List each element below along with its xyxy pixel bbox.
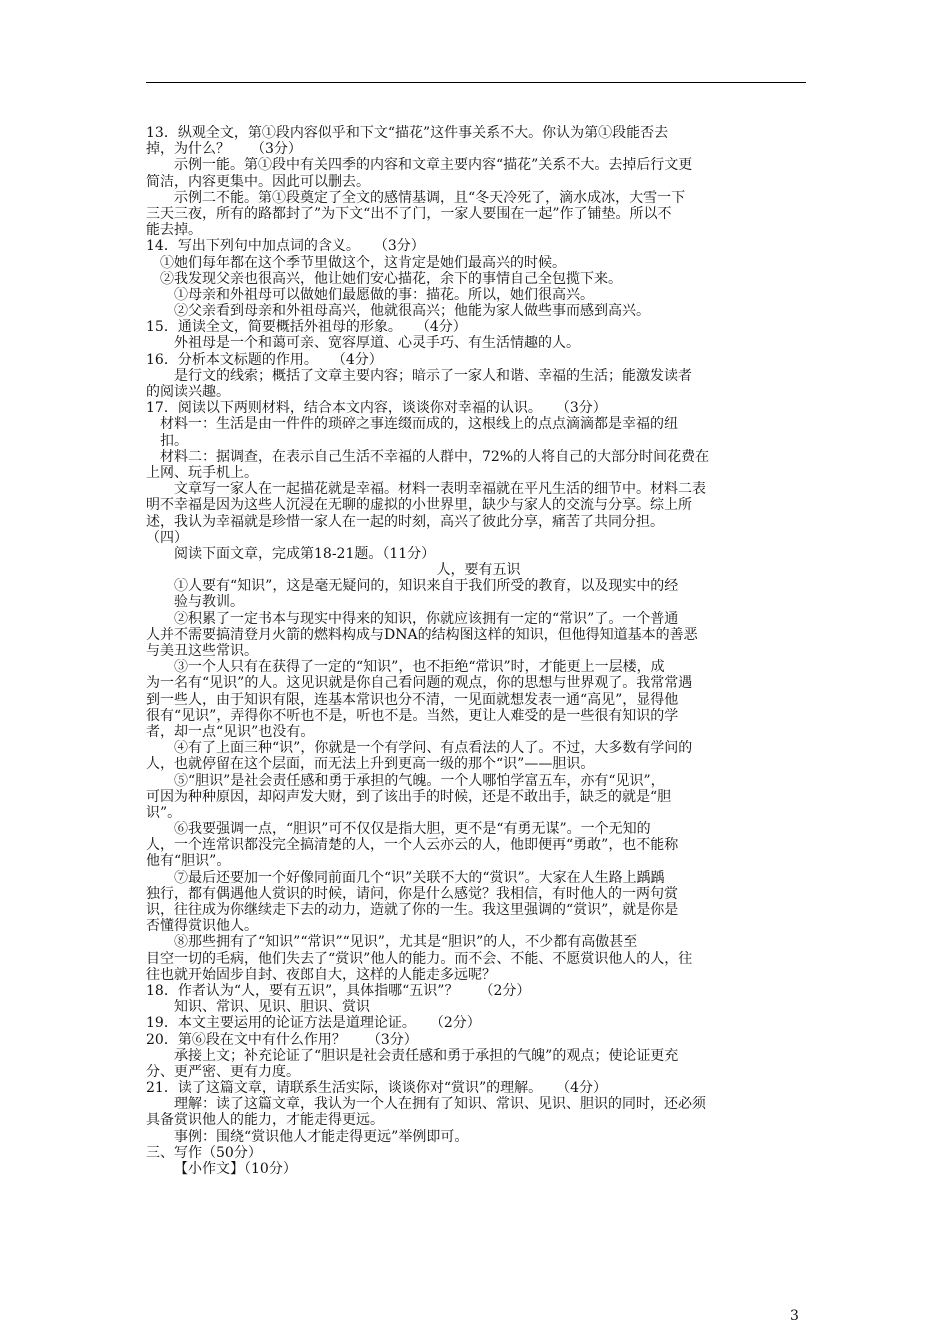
text-line: 材料二：据调查，在表示自己生活不幸福的人群中，72%的人将自己的大部分时间花费在 (160, 448, 710, 465)
text-line: 18．作者认为“人，要有五识”，具体指哪“五识”？ （2分） (146, 982, 531, 999)
text-line: 到一些人，由于知识有限，连基本常识也分不清，一见面就想发表一通“高见”，显得他 (146, 691, 679, 708)
text-line: 人并不需要搞清登月火箭的燃料构成与DNA的结构图这样的知识，但他得知道基本的善恶 (146, 626, 698, 643)
text-line: 三、写作（50分） (146, 1144, 262, 1161)
text-line: 目空一切的毛病，他们失去了“赏识”他人的能力。而不会、不能、不愿赏识他人的人，往 (146, 950, 693, 967)
text-line: 【小作文】（10分） (174, 1161, 297, 1177)
text-line: 上网、玩手机上。 (146, 464, 258, 481)
header-rule (146, 82, 806, 83)
text-line: 验与教训。 (174, 594, 244, 611)
text-line: 人，也就停留在这个层面，而无法上升到更高一级的那个“识”——胆识。 (146, 756, 595, 773)
text-line: 人，要有五识 (436, 562, 521, 579)
text-line: 承接上文；补充论证了“胆识是社会责任感和勇于承担的气魄”的观点；使论证更充 (174, 1047, 679, 1064)
text-line: ⑧那些拥有了“知识”“常识”“见识”，尤其是“胆识”的人，不少都有高傲甚至 (174, 934, 638, 951)
text-line: 事例：围绕“赏识他人才能走得更远”举例即可。 (174, 1128, 469, 1145)
text-line: 21．读了这篇文章，请联系生活实际，谈谈你对“赏识”的理解。 （4分） (146, 1080, 608, 1097)
text-line: 是行文的线索；概括了文章主要内容；暗示了一家人和谐、幸福的生活；能激发读者 (174, 367, 692, 384)
text-line: ⑦最后还要加一个好像同前面几个“识”关联不大的“赏识”。大家在人生路上踽踽 (174, 869, 665, 886)
text-line: 很有“见识”，弄得你不听也不是，听也不是。当然，更让人难受的是一些很有知识的学 (146, 707, 679, 724)
text-line: 15．通读全文，简要概括外祖母的形象。 （4分） (146, 319, 467, 336)
page-number: 3 (790, 1308, 799, 1324)
text-line: 人，一个连常识都没完全搞清楚的人，一个人云亦云的人，他即便再“勇敢”，也不能称 (146, 837, 679, 854)
text-line: ①母亲和外祖母可以做她们最愿做的事：描花。所以，她们很高兴。 (174, 286, 594, 303)
text-line: 掉，为什么？ （3分） (146, 141, 302, 158)
text-line: ④有了上面三种“识”，你就是一个有学问、有点看法的人了。不过，大多数有学问的 (174, 740, 693, 757)
text-line: 他有“胆识”。 (146, 853, 231, 870)
text-line: 13．纵观全文，第①段内容似乎和下文“描花”这件事关系不大。你认为第①段能否去 (146, 125, 669, 141)
text-line: 简洁，内容更集中。因此可以删去。 (146, 173, 370, 190)
text-line: 理解：读了这篇文章，我认为一个人在拥有了知识、常识、见识、胆识的同时，还必须 (174, 1096, 706, 1113)
text-line: 为一名有“见识”的人。这见识就是你自己看问题的观点，你的思想与世界观了。我常常遇 (146, 675, 693, 692)
text-line: 知识、常识、见识、胆识、赏识 (174, 999, 370, 1016)
text-line: 可因为种种原因，却闷声发大财，到了该出手的时候，还是不敢出手，缺乏的就是“胆 (146, 788, 672, 805)
text-line: 识，往往成为你继续走下去的动力，造就了你的一生。我这里强调的“赏识”，就是你是 (146, 902, 679, 918)
text-line: ⑥我要强调一点，“胆识”可不仅仅是指大胆，更不是“有勇无谋”。一个无知的 (174, 821, 651, 838)
text-line: ②父亲看到母亲和外祖母高兴，他就很高兴；他能为家人做些事而感到高兴。 (174, 303, 650, 320)
text-line: 能去掉。 (146, 222, 202, 239)
text-line: 往也就开始固步自封、夜郎自大，这样的人能走多远呢？ (146, 966, 496, 983)
text-line: 扣。 (160, 432, 188, 449)
text-line: 19．本文主要运用的论证方法是道理论证。 （2分） (146, 1015, 481, 1032)
text-line: 阅读下面文章，完成第18-21题。（11分） (174, 545, 436, 562)
text-line: 的阅读兴趣。 (146, 384, 230, 400)
text-line: 16．分析本文标题的作用。 （4分） (146, 351, 383, 368)
text-line: 者，却一点“见识”也没有。 (146, 723, 315, 740)
text-line: 外祖母是一个和蔼可亲、宽容厚道、心灵手巧、有生活情趣的人。 (174, 335, 580, 352)
text-line: 独行，都有偶遇他人赏识的时候，请问，你是什么感觉？我相信，有时他人的一两句赏 (146, 885, 678, 902)
text-line: 识”。 (146, 804, 182, 821)
text-line: ②我发现父亲也很高兴，他让她们安心描花，余下的事情自己全包揽下来。 (160, 270, 622, 287)
text-line: 材料一：生活是由一件件的琐碎之事连缀而成的，这根线上的点点滴滴都是幸福的纽 (160, 416, 678, 433)
text-line: 具备赏识他人的能力，才能走得更远。 (146, 1112, 384, 1129)
text-line: （四） (146, 529, 188, 546)
text-line: 17．阅读以下两则材料，结合本文内容，谈谈你对幸福的认识。 （3分） (146, 400, 607, 417)
text-line: ②积累了一定书本与现实中得来的知识，你就应该拥有一定的“常识”了。一个普通 (174, 610, 679, 627)
text-line: 文章写一家人在一起描花就是幸福。材料一表明幸福就在平凡生活的细节中。材料二表 (174, 481, 706, 498)
text-line: ①人要有“知识”，这是毫无疑问的，知识来自于我们所受的教育，以及现实中的经 (174, 578, 679, 595)
text-line: 示例二不能。第①段奠定了全文的感情基调，且“冬天冷死了，滴水成冰，大雪一下 (174, 189, 686, 206)
text-line: 否懂得赏识他人。 (146, 918, 258, 935)
text-line: 明不幸福是因为这些人沉浸在无聊的虚拟的小世界里，缺少与家人的交流与分享。综上所 (146, 497, 692, 514)
text-line: 示例一能。第①段中有关四季的内容和文章主要内容“描花”关系不大。去掉后行文更 (174, 157, 693, 174)
text-line: 14．写出下列句中加点词的含义。 （3分） (146, 238, 425, 255)
text-line: 分、更严密、更有力度。 (146, 1063, 300, 1080)
text-line: ⑤“胆识”是社会责任感和勇于承担的气魄。一个人哪怕学富五车，亦有“见识”， (174, 772, 665, 789)
text-line: ①她们每年都在这个季节里做这个，这肯定是她们最高兴的时候。 (160, 254, 566, 271)
text-line: ③一个人只有在获得了一定的“知识”，也不拒绝“常识”时，才能更上一层楼，成 (174, 659, 665, 676)
text-line: 三天三夜，所有的路都封了”为下文“出不了门，一家人要围在一起”作了铺垫。所以不 (146, 205, 672, 222)
page-content (146, 125, 811, 1177)
text-line: 20．第⑥段在文中有什么作用？ （3分） (146, 1031, 418, 1048)
text-line: 与美丑这些常识。 (146, 643, 258, 659)
text-line: 述，我认为幸福就是珍惜一家人在一起的时刻，高兴了彼此分享，痛苦了共同分担。 (146, 513, 664, 530)
